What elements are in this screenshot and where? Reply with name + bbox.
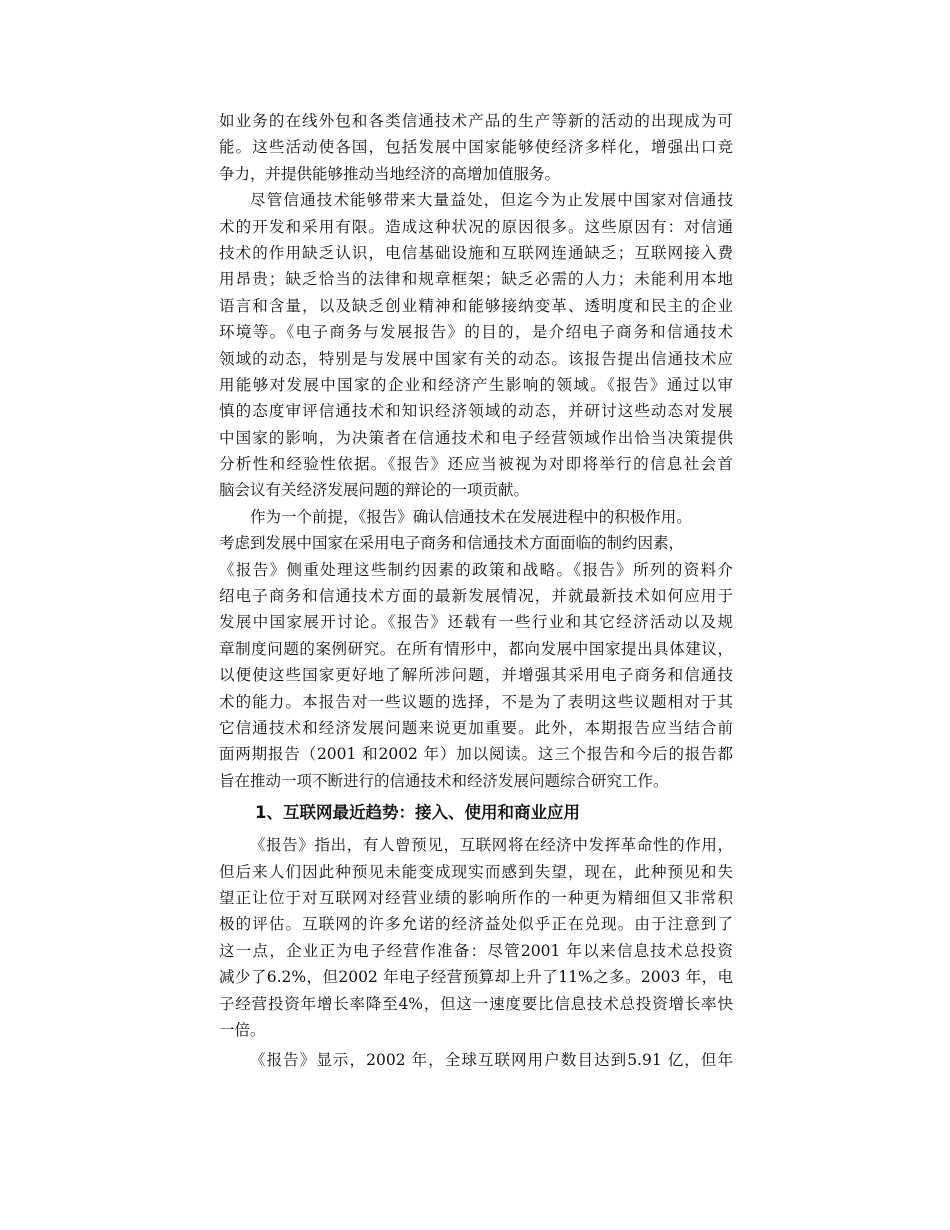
text-line: 《报告》指出，有人曾预见，互联网将在经济中发挥革命性的作用， [250, 836, 733, 855]
text-line: 一倍。 [219, 1020, 266, 1039]
text-line: 语言和含量，以及缺乏创业精神和能够接纳变革、透明度和民主的企业 [219, 296, 733, 315]
text-line: 《报告》显示，2002 年，全球互联网用户数目达到5.91 亿，但年 [250, 1051, 733, 1070]
text-line: 能。这些活动使各国，包括发展中国家能够使经济多样化，增强出口竞 [219, 138, 733, 157]
text-line: 中国家的影响，为决策者在信通技术和电子经营领域作出恰当决策提供 [219, 428, 733, 447]
text-line: 领域的动态，特别是与发展中国家有关的动态。该报告提出信通技术应 [219, 349, 733, 368]
document-page [219, 108, 733, 1074]
text-line: 环境等。《电子商务与发展报告》的目的，是介绍电子商务和信通技术 [219, 323, 733, 342]
text-line: 但后来人们因此种预见未能变成现实而感到失望，现在，此种预见和失 [219, 862, 733, 881]
text-line: 作为一个前提，《报告》确认信通技术在发展进程中的积极作用。 [250, 507, 692, 526]
text-line: 如业务的在线外包和各类信通技术产品的生产等新的活动的出现成为可 [219, 112, 733, 130]
text-line: 用能够对发展中国家的企业和经济产生影响的领域。《报告》通过以审 [219, 375, 733, 394]
paragraph-3 [219, 504, 733, 794]
text-line: 分析性和经验性依据。《报告》还应当被视为对即将举行的信息社会首 [219, 455, 733, 474]
text-line: 面两期报告（2001 和2002 年）加以阅读。这三个报告和今后的报告都 [219, 745, 733, 764]
text-line: 慎的态度审评信通技术和知识经济领域的动态，并研讨这些动态对发展 [219, 402, 733, 421]
text-line: 旨在推动一项不断进行的信通技术和经济发展问题综合研究工作。 [219, 771, 669, 790]
text-line: 减少了6.2%，但2002 年电子经营预算却上升了11%之多。2003 年，电 [219, 968, 733, 987]
paragraph-1 [219, 108, 733, 187]
text-line: 以便使这些国家更好地了解所涉问题，并增强其采用电子商务和信通技 [219, 666, 733, 685]
text-line: 脑会议有关经济发展问题的辩论的一项贡献。 [219, 481, 530, 500]
text-line: 术的开发和采用有限。造成这种状况的原因很多。这些原因有：对信通 [219, 217, 733, 236]
text-line: 章制度问题的案例研究。在所有情形中，都向发展中国家提出具体建议， [219, 639, 733, 658]
text-line: 望正让位于对互联网对经营业绩的影响所作的一种更为精细但又非常积 [219, 888, 733, 907]
text-line: 子经营投资年增长率降至4%，但这一速度要比信息技术总投资增长率快 [219, 994, 733, 1013]
section-heading: 1、互联网最近趋势：接入、使用和商业应用 [255, 803, 580, 823]
text-line: 它信通技术和经济发展问题来说更加重要。此外，本期报告应当结合前 [219, 718, 733, 737]
paragraph-2 [219, 187, 733, 504]
text-line: 绍电子商务和信通技术方面的最新发展情况，并就最新技术如何应用于 [219, 587, 733, 606]
section-paragraph-2 [219, 1047, 733, 1073]
text-line: 发展中国家展开讨论。《报告》还载有一些行业和其它经济活动以及规 [219, 613, 733, 632]
text-line: 《报告》侧重处理这些制约因素的政策和战略。《报告》所列的资料介 [219, 560, 733, 579]
text-line: 用昂贵；缺乏恰当的法律和规章框架；缺乏必需的人力；未能利用本地 [219, 270, 733, 289]
text-line: 术的能力。本报告对一些议题的选择，不是为了表明这些议题相对于其 [219, 692, 733, 711]
text-line: 技术的作用缺乏认识，电信基础设施和互联网连通缺乏；互联网接入费 [219, 243, 733, 262]
section-paragraph-1 [219, 832, 733, 1043]
text-line: 极的评估。互联网的许多允诺的经济益处似乎正在兑现。由于注意到了 [219, 915, 733, 934]
text-line: 这一点，企业正为电子经营作准备：尽管2001 年以来信息技术总投资 [219, 941, 733, 960]
text-line: 尽管信通技术能够带来大量益处，但迄今为止发展中国家对信通技 [250, 191, 733, 210]
text-line: 争力，并提供能够推动当地经济的高增加值服务。 [219, 164, 561, 183]
text-line: 考虑到发展中国家在采用电子商务和信通技术方面面临的制约因素， [219, 534, 685, 553]
